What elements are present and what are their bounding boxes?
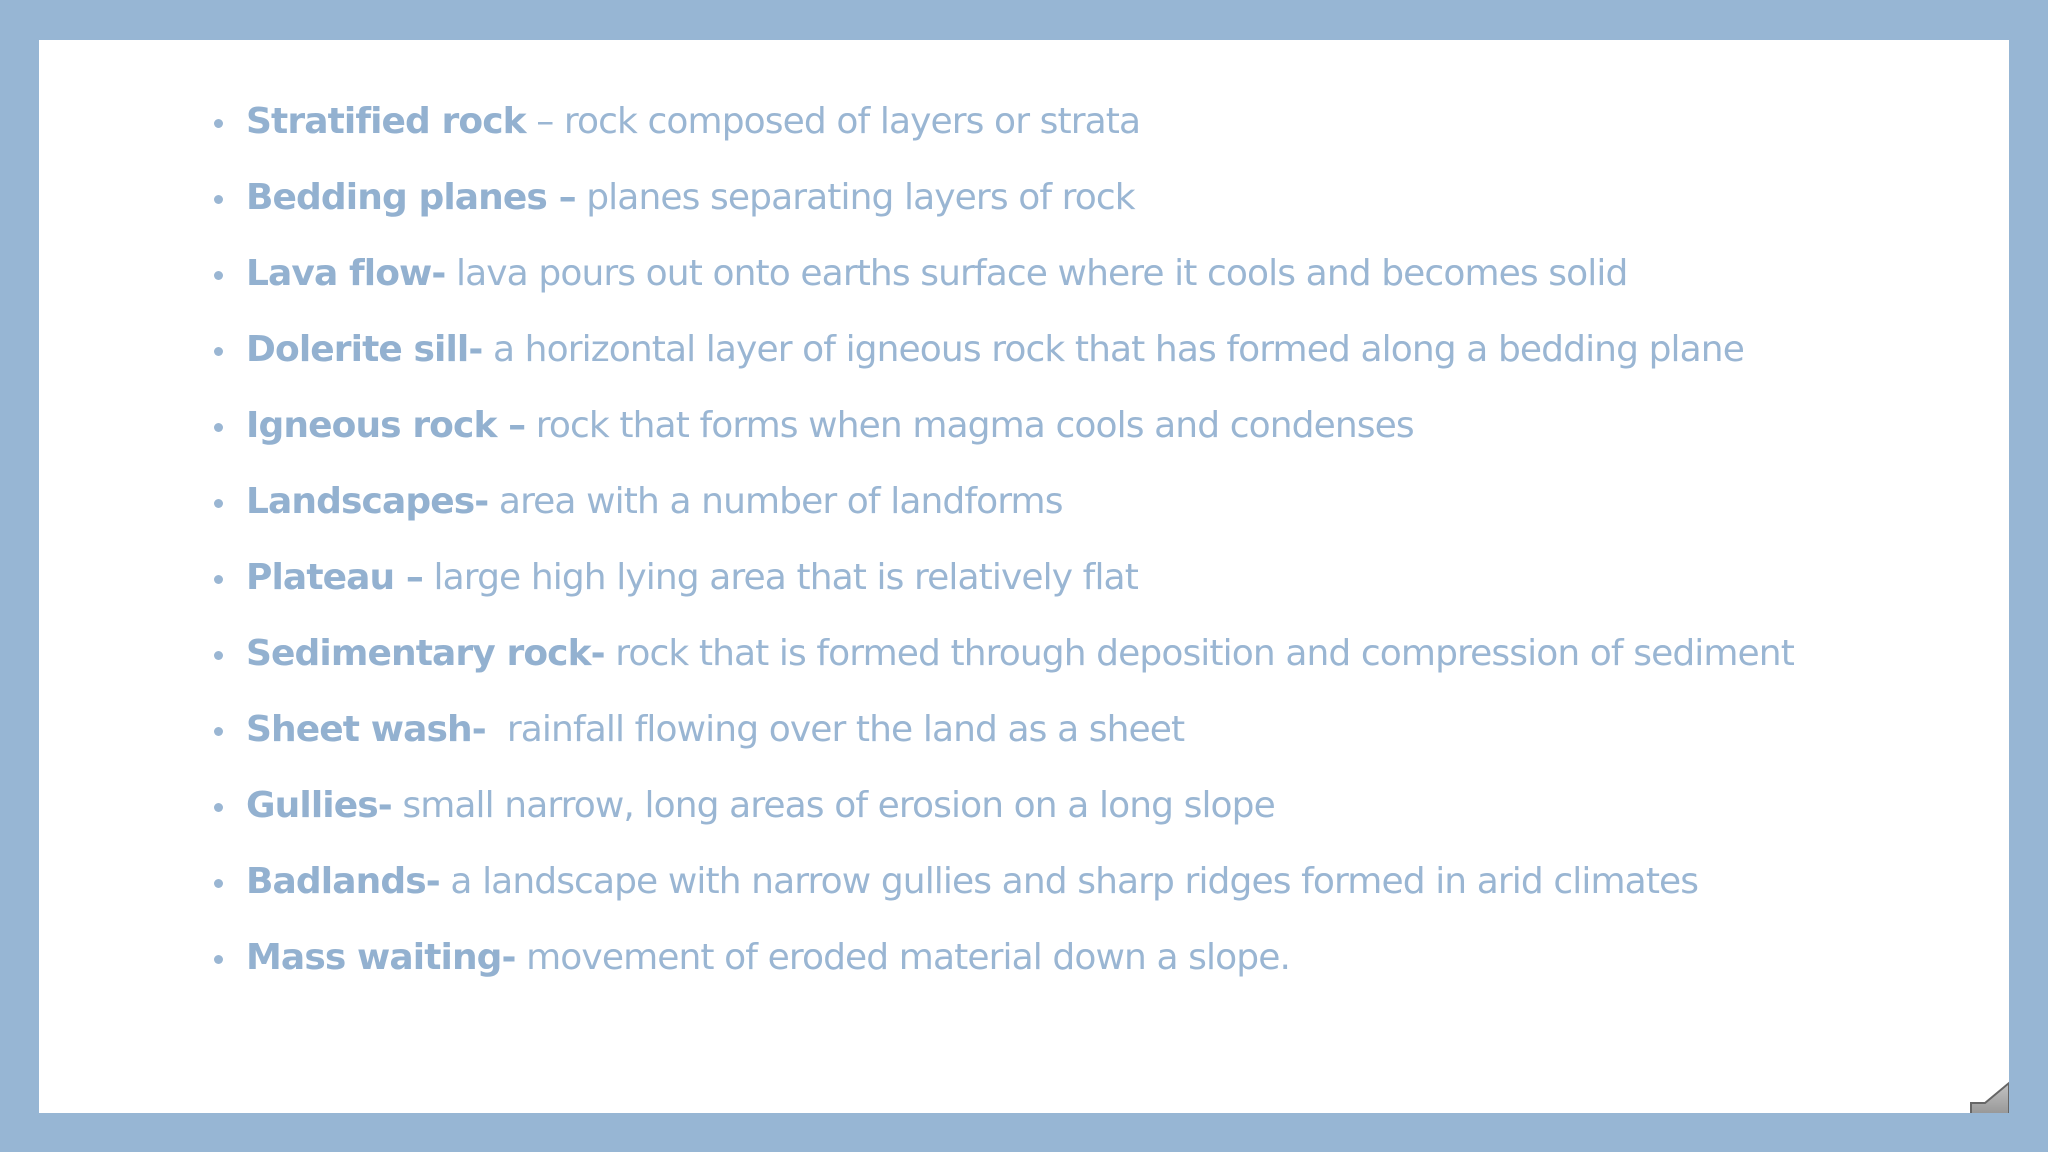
- list-item: [39, 403, 1794, 479]
- list-item: [39, 707, 1794, 783]
- term-separator: [440, 861, 451, 902]
- term-definition: rock composed of layers or strata: [563, 101, 1141, 142]
- term-separator: [482, 329, 493, 370]
- list-item: [39, 555, 1794, 631]
- term-separator: [488, 481, 499, 522]
- term-separator: [423, 557, 434, 598]
- term-separator: –: [525, 101, 564, 142]
- term-definition: rock that is formed through deposition and compression of sediment: [615, 633, 1794, 674]
- speaker-icon[interactable]: [1967, 1075, 2009, 1113]
- term-word: Gullies-: [246, 785, 392, 826]
- term-word: Lava flow-: [246, 253, 446, 294]
- term-word: Landscapes-: [246, 481, 489, 522]
- list-item: [39, 327, 1794, 403]
- term-word: Dolerite sill-: [246, 329, 483, 370]
- speaker-icon-graphic: [1967, 1075, 2009, 1113]
- list-item: [39, 479, 1794, 555]
- term-separator: [445, 253, 456, 294]
- list-item: [39, 99, 1794, 175]
- list-item: [39, 251, 1794, 327]
- term-definition: area with a number of landforms: [498, 481, 1063, 522]
- term-definition: movement of eroded material down a slope.: [526, 937, 1291, 978]
- bullet-icon: [214, 119, 223, 128]
- term-definition: large high lying area that is relatively flat: [433, 557, 1138, 598]
- term-separator: [486, 709, 507, 750]
- term-word: Mass waiting-: [246, 937, 516, 978]
- list-item: [39, 175, 1794, 251]
- bullet-icon: [214, 195, 223, 204]
- bullet-icon: [214, 803, 223, 812]
- list-item: [39, 935, 1794, 1011]
- bullet-icon: [214, 955, 223, 964]
- term-separator: [392, 785, 403, 826]
- bullet-icon: [214, 423, 223, 432]
- term-word: Stratified rock: [246, 101, 526, 142]
- term-definition: a landscape with narrow gullies and sharp ridges formed in arid climates: [450, 861, 1699, 902]
- list-item: [39, 859, 1794, 935]
- term-definition: small narrow, long areas of erosion on a long slope: [402, 785, 1275, 826]
- bullet-icon: [214, 575, 223, 584]
- term-definition: lava pours out onto earths surface where it cools and becomes solid: [456, 253, 1628, 294]
- glossary-list: [39, 99, 1794, 1011]
- slide: [39, 40, 2009, 1113]
- term-word: Bedding planes –: [246, 177, 576, 218]
- term-word: Plateau –: [246, 557, 423, 598]
- bullet-icon: [214, 271, 223, 280]
- term-definition: a horizontal layer of igneous rock that has formed along a bedding plane: [492, 329, 1744, 370]
- term-word: Sheet wash-: [246, 709, 486, 750]
- bullet-icon: [214, 651, 223, 660]
- list-item: [39, 783, 1794, 859]
- bullet-icon: [214, 499, 223, 508]
- term-separator: [605, 633, 616, 674]
- term-definition: planes separating layers of rock: [586, 177, 1135, 218]
- term-separator: [576, 177, 587, 218]
- term-definition: rock that forms when magma cools and condenses: [535, 405, 1414, 446]
- bullet-icon: [214, 879, 223, 888]
- term-separator: [525, 405, 536, 446]
- term-word: Igneous rock –: [246, 405, 526, 446]
- term-separator: [516, 937, 527, 978]
- list-item: [39, 631, 1794, 707]
- term-word: Badlands-: [246, 861, 440, 902]
- bullet-icon: [214, 347, 223, 356]
- term-definition: rainfall flowing over the land as a sheet: [506, 709, 1185, 750]
- bullet-icon: [214, 727, 223, 736]
- term-word: Sedimentary rock-: [246, 633, 605, 674]
